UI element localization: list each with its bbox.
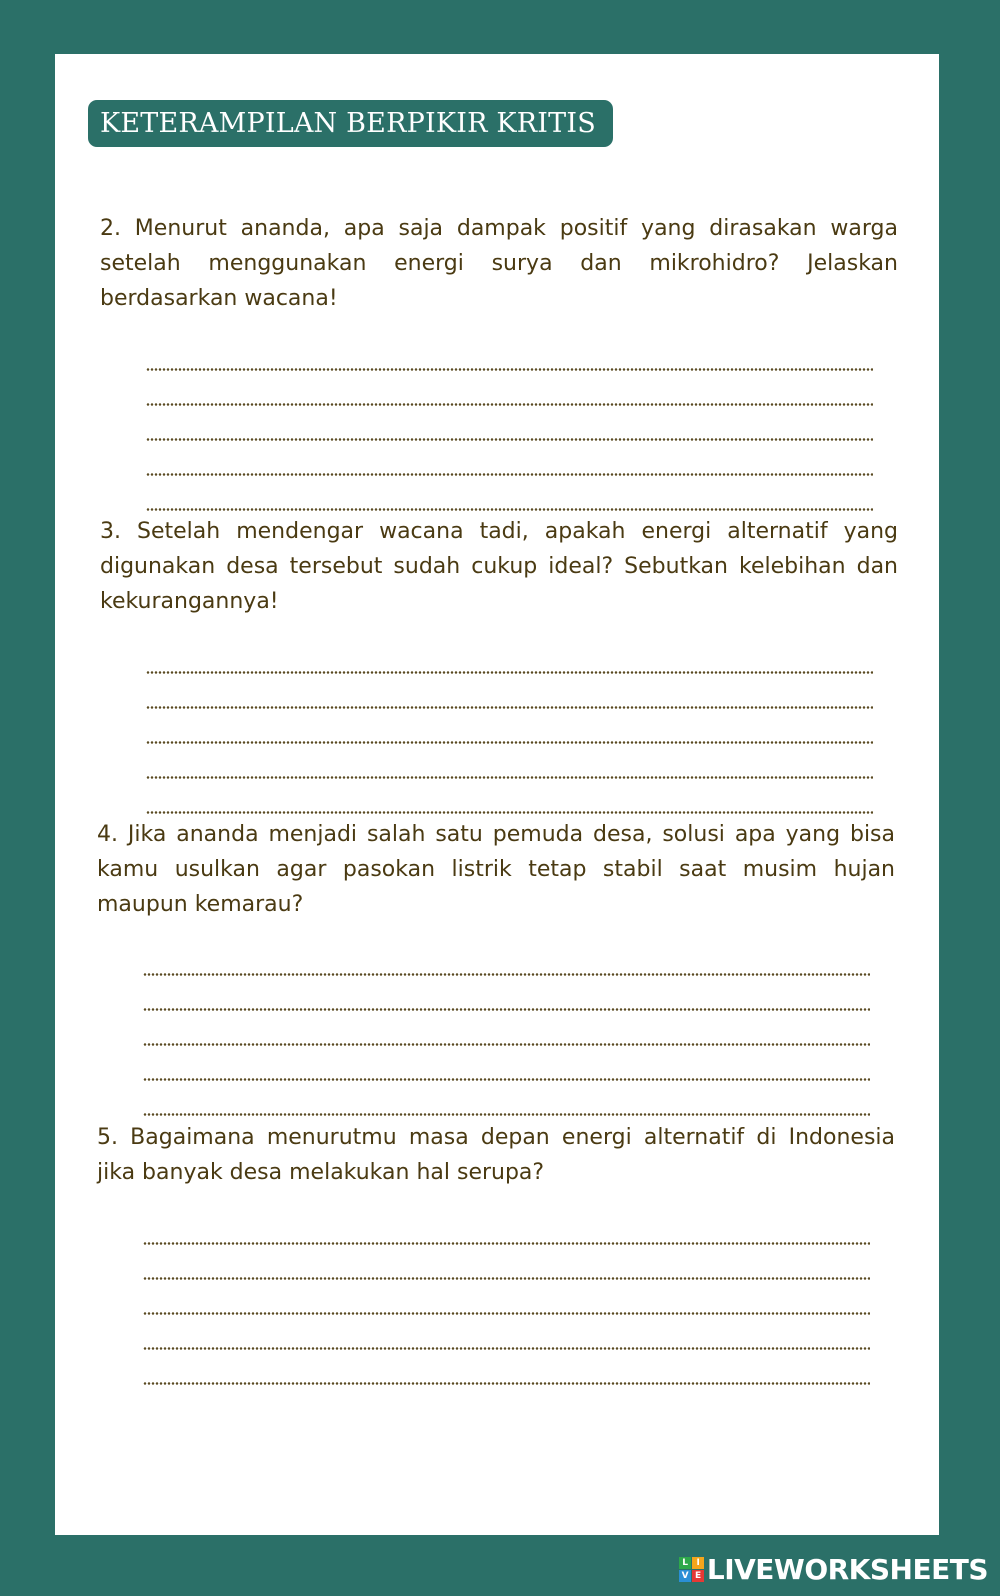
brand-name: LIVEWORKSHEETS	[706, 1553, 988, 1586]
question-2: 2. Menurut ananda, apa saja dampak positif yang dirasakan warga setelah menggunakan energi surya dan mikrohidro? Jelaskan berdasarkan wacana!	[100, 216, 898, 311]
answer-line[interactable]	[146, 477, 873, 512]
answer-line[interactable]	[146, 442, 873, 477]
answer-line[interactable]	[146, 407, 873, 442]
logo-letter-i: I	[692, 1557, 704, 1569]
worksheet-page	[55, 54, 939, 1535]
answer-line[interactable]	[143, 977, 870, 1012]
answer-line[interactable]	[146, 675, 873, 710]
answer-line[interactable]	[146, 337, 873, 372]
question-3: 3. Setelah mendengar wacana tadi, apakah energi alternatif yang digunakan desa tersebut sudah cukup ideal? Sebutkan kelebihan dan kekurangannya!	[100, 519, 898, 614]
logo-letter-l: L	[679, 1557, 691, 1569]
answer-line[interactable]	[143, 1047, 870, 1082]
answer-line[interactable]	[143, 1211, 870, 1246]
answer-line[interactable]	[146, 640, 873, 675]
liveworksheets-logo-icon	[679, 1557, 704, 1582]
answer-line[interactable]	[143, 942, 870, 977]
logo-letter-e: E	[692, 1570, 704, 1582]
worksheet-title: KETERAMPILAN BERPIKIR KRITIS	[88, 100, 613, 147]
liveworksheets-brand[interactable]	[679, 1553, 988, 1586]
answer-line[interactable]	[143, 1246, 870, 1281]
question-4: 4. Jika ananda menjadi salah satu pemuda desa, solusi apa yang bisa kamu usulkan agar pasokan listrik tetap stabil saat musim hujan maupun kemarau?	[97, 822, 895, 917]
answer-line[interactable]	[143, 1082, 870, 1117]
answer-line[interactable]	[143, 1012, 870, 1047]
answer-line[interactable]	[146, 710, 873, 745]
answer-line[interactable]	[143, 1316, 870, 1351]
answer-lines-5	[143, 1211, 870, 1386]
answer-lines-3	[146, 640, 873, 815]
answer-line[interactable]	[143, 1351, 870, 1386]
answer-line[interactable]	[143, 1281, 870, 1316]
question-5: 5. Bagaimana menurutmu masa depan energi alternatif di Indonesia jika banyak desa melakukan hal serupa?	[97, 1125, 895, 1185]
answer-lines-4	[143, 942, 870, 1117]
answer-lines-2	[146, 337, 873, 512]
answer-line[interactable]	[146, 372, 873, 407]
answer-line[interactable]	[146, 745, 873, 780]
answer-line[interactable]	[146, 780, 873, 815]
logo-letter-v: V	[679, 1570, 691, 1582]
